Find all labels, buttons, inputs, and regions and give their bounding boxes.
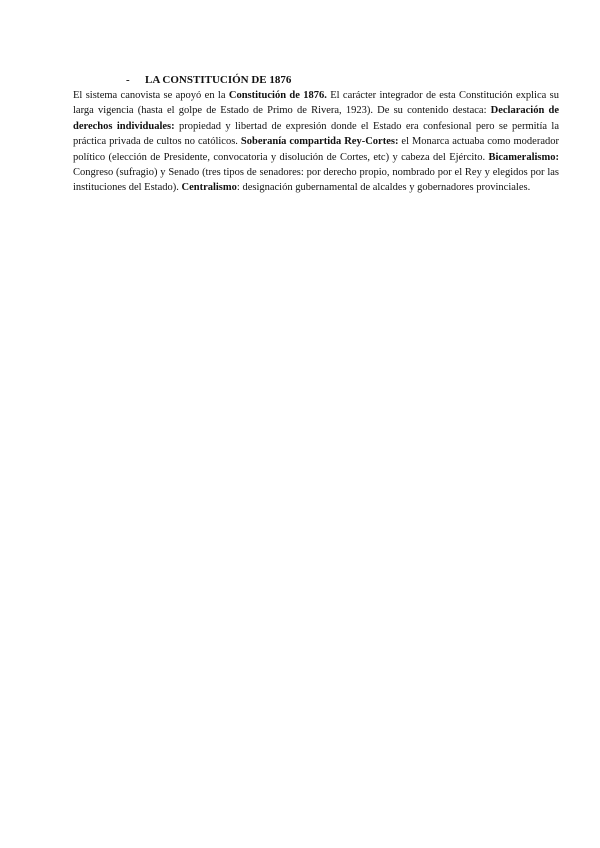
bicameral-term: Bicameralismo: xyxy=(488,151,559,163)
body-paragraph xyxy=(73,88,559,196)
paragraph-intro-rest: El carácter integrador de esta Constitución explica su larga vigencia (hasta el golpe de Estado de Primo de Rivera, 1923). De su contenido destaca: xyxy=(73,90,559,117)
sovereignty-text: el Monarca actuaba como moderador político (elección de Presidente, convocatoria y disolución de Cortes, etc) y cabeza del Ejército. xyxy=(73,136,559,163)
constitution-term: Constitución de 1876. xyxy=(228,90,327,101)
heading-bullet: - xyxy=(126,74,130,86)
rights-text: propiedad y libertad de expresión donde el Estado era confesional pero se permitía la práctica privada de cultos no católicos. xyxy=(73,120,559,148)
sovereignty-term: Soberanía compartida Rey-Cortes: xyxy=(240,136,399,148)
centralism-text: : designación gubernamental de alcaldes y gobernadores provinciales. xyxy=(236,182,531,194)
paragraph-intro: El sistema canovista se apoyó en la xyxy=(73,90,229,101)
section-heading xyxy=(126,73,291,87)
bicameral-text: Congreso (sufragio) y Senado (tres tipos de senadores: por derecho propio, nombrado por el Rey y elegidos por las instituciones del Estado). xyxy=(73,167,559,194)
heading-title: LA CONSTITUCIÓN DE 1876 xyxy=(145,74,292,86)
rights-term: Declaración de derechos individuales: xyxy=(73,105,559,132)
centralism-term: Centralismo xyxy=(181,182,237,194)
